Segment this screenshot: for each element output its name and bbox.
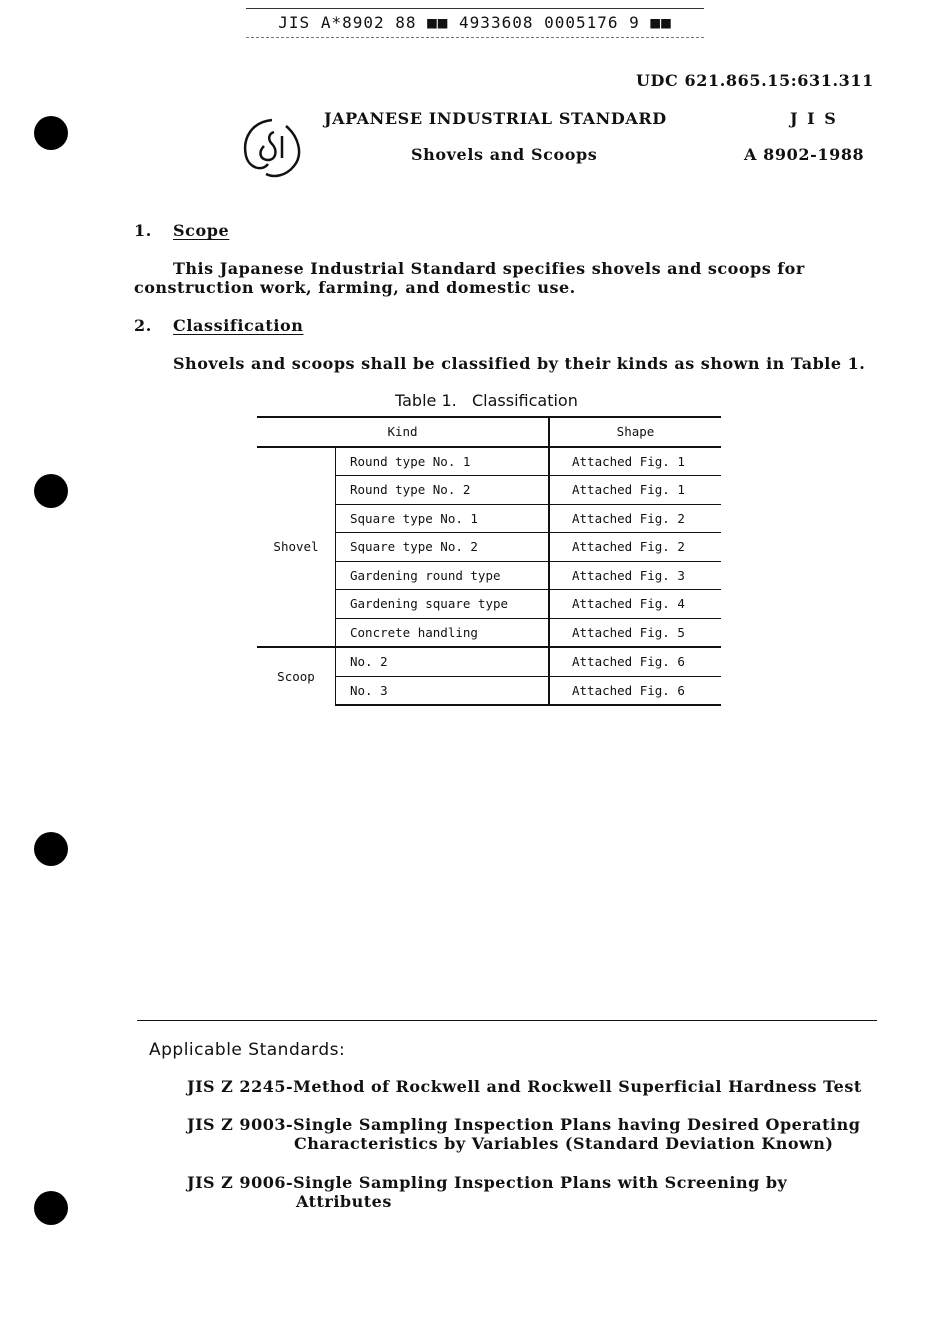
jis-mark: J I S [790,109,838,128]
table-cell-type: Round type No. 1 [336,447,550,476]
table-cell-shape: Attached Fig. 1 [549,447,721,476]
section-title-classification: Classification [173,316,304,335]
punch-hole-icon [34,1191,68,1225]
table-cell-type: Concrete handling [336,618,550,647]
jis-logo-icon [238,116,308,182]
applicable-standard-item: JIS Z 9003-Single Sampling Inspection Plans having Desired Operating [187,1115,861,1134]
footnote-divider [137,1020,877,1021]
table-cell-type: Round type No. 2 [336,476,550,505]
applicable-standard-item-cont: Characteristics by Variables (Standard Deviation Known) [294,1134,834,1153]
applicable-standard-item: JIS Z 2245-Method of Rockwell and Rockwell Superficial Hardness Test [187,1077,862,1096]
standard-number: A 8902-1988 [744,145,865,164]
classification-text: Shovels and scoops shall be classified by their kinds as shown in Table 1. [173,354,866,373]
table-header-kind: Kind [257,417,549,447]
section-title-scope: Scope [173,221,230,240]
table-cell-shape: Attached Fig. 5 [549,618,721,647]
section-number: 1. [134,221,152,240]
page-title: Shovels and Scoops [411,145,598,164]
table-cell-shape: Attached Fig. 6 [549,647,721,676]
applicable-standards-heading: Applicable Standards: [149,1040,346,1060]
table-cell-shape: Attached Fig. 6 [549,676,721,705]
standard-org: JAPANESE INDUSTRIAL STANDARD [324,109,667,128]
group-label-shovel: Shovel [257,447,336,648]
udc-code: UDC 621.865.15:631.311 [636,71,874,90]
header-code: JIS A*8902 88 ■■ 4933608 0005176 9 ■■ [246,8,704,38]
classification-table [257,416,721,706]
table-cell-shape: Attached Fig. 4 [549,590,721,619]
applicable-standard-item-cont: Attributes [296,1192,392,1211]
table-cell-type: No. 2 [336,647,550,676]
table-cell-shape: Attached Fig. 1 [549,476,721,505]
table-cell-type: No. 3 [336,676,550,705]
table-cell-shape: Attached Fig. 2 [549,504,721,533]
section-number: 2. [134,316,152,335]
table-cell-type: Gardening round type [336,561,550,590]
table-cell-type: Square type No. 2 [336,533,550,562]
applicable-standard-item: JIS Z 9006-Single Sampling Inspection Plans with Screening by [187,1173,788,1192]
scope-text-line: This Japanese Industrial Standard specifies shovels and scoops for [173,259,805,278]
group-label-scoop: Scoop [257,647,336,705]
table-cell-shape: Attached Fig. 2 [549,533,721,562]
table-cell-type: Gardening square type [336,590,550,619]
punch-hole-icon [34,832,68,866]
table-header-shape: Shape [549,417,721,447]
punch-hole-icon [34,474,68,508]
scope-text-line: construction work, farming, and domestic use. [134,278,576,297]
table-cell-shape: Attached Fig. 3 [549,561,721,590]
table-caption: Table 1. Classification [395,391,578,410]
punch-hole-icon [34,116,68,150]
table-cell-type: Square type No. 1 [336,504,550,533]
